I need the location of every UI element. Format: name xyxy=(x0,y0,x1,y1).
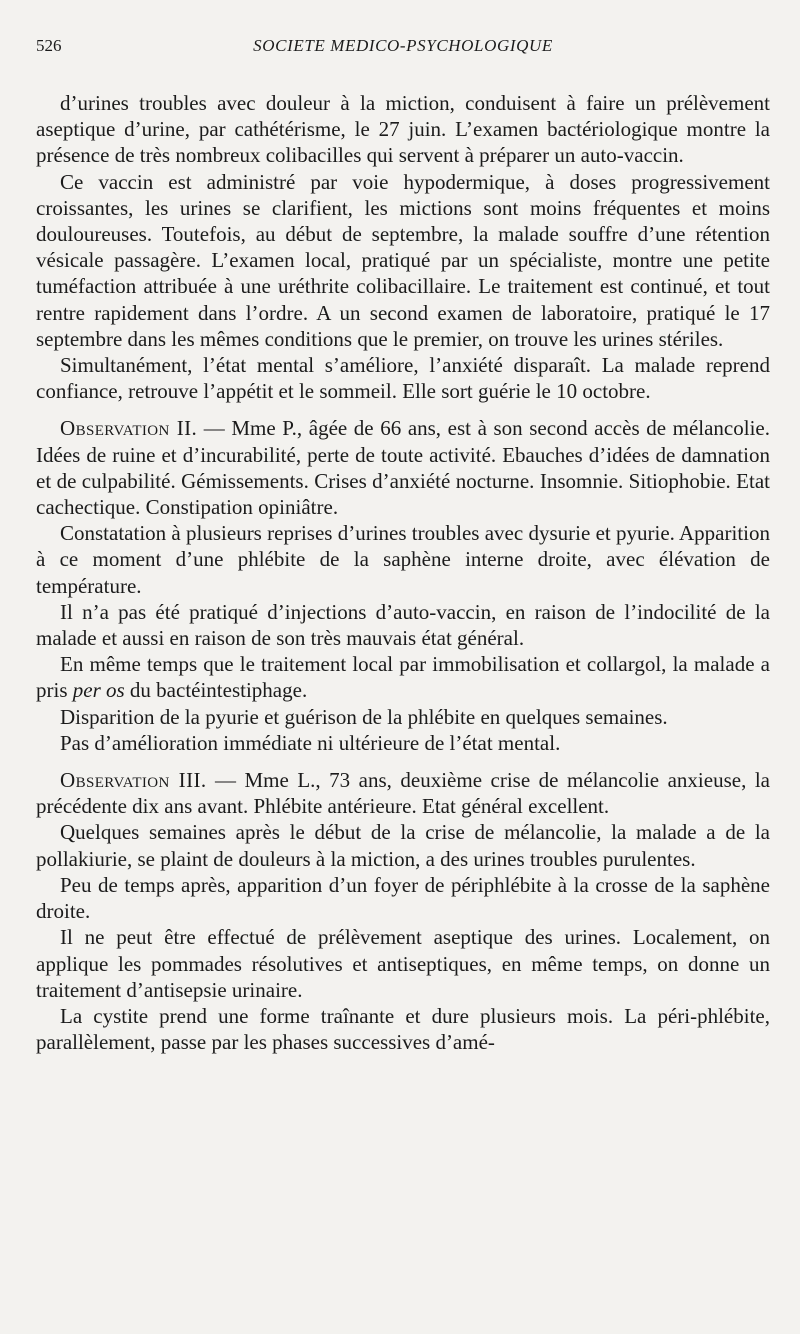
paragraph xyxy=(36,520,770,599)
paragraph-text: Il n’a pas été pratiqué d’injections d’auto-vaccin, en raison de l’indocilité de la malade et aussi en raison de son très mauvais état général. xyxy=(36,599,770,651)
paragraph xyxy=(36,651,770,703)
body-text xyxy=(36,90,770,1055)
paragraph-text: La cystite prend une forme traînante et dure plusieurs mois. La péri-phlébite, parallèlement, passe par les phases successives d’amé- xyxy=(36,1003,770,1055)
paragraph-text-before: En même temps que le traitement local par immobilisation et collargol, la malade a pris xyxy=(36,652,770,703)
paragraph xyxy=(36,704,770,730)
observation-label: Observation III. xyxy=(60,768,207,793)
paragraph-text: — Mme L., 73 ans, deuxième crise de mélancolie anxieuse, la précédente dix ans avant. Phlébite antérieure. Etat général excellent. xyxy=(36,768,770,819)
journal-title: SOCIETE MEDICO-PSYCHOLOGIQUE xyxy=(253,36,553,55)
paragraph-text: Ce vaccin est administré par voie hypodermique, à doses progressivement croissantes, les urines se clarifient, les mictions sont moins fréquentes et moins douloureuses. Toutefois, au début de septembre, la malade souffre d’une rétention vésicale passagère. L’examen local, pratiqué par un spécialiste, montre une petite tuméfaction attribuée à une uréthrite colibacillaire. Le traitement est continué, et tout rentre rapidement dans l’ordre. A un second examen de laboratoire, pratiqué le 17 septembre dans les mêmes conditions que le premier, on trouve les urines stériles. xyxy=(36,169,770,351)
paragraph xyxy=(36,352,770,404)
page-number: 526 xyxy=(36,36,62,55)
paragraph xyxy=(36,1003,770,1055)
paragraph-text: Disparition de la pyurie et guérison de la phlébite en quelques semaines. xyxy=(60,704,668,729)
paragraph-text: Constatation à plusieurs reprises d’urines troubles avec dysurie et pyurie. Apparition à ce moment d’une phlébite de la saphène interne droite, avec élévation de température. xyxy=(36,521,770,598)
paragraph xyxy=(36,730,770,756)
paragraph xyxy=(36,599,770,651)
paragraph-text-after: du bactéintestiphage. xyxy=(124,678,308,703)
running-header xyxy=(36,36,770,66)
paragraph-text: Peu de temps après, apparition d’un foyer de périphlébite à la crosse de la saphène droite. xyxy=(36,872,770,924)
paragraph-text: Simultanément, l’état mental s’améliore, l’anxiété disparaît. La malade reprend confiance, retrouve l’appétit et le sommeil. Elle sort guérie le 10 octobre. xyxy=(36,353,770,404)
paragraph xyxy=(36,90,770,169)
paragraph xyxy=(36,819,770,871)
paragraph-text: — Mme P., âgée de 66 ans, est à son second accès de mélancolie. Idées de ruine et d’incurabilité, perte de toute activité. Ebauches d’idées de damnation et de culpabilité. Gémissements. Crises d’anxiété nocturne. Insomnie. Sitiophobie. Etat cachectique. Constipation opiniâtre. xyxy=(36,416,770,520)
italic-phrase: per os xyxy=(72,678,125,703)
paragraph-text: d’urines troubles avec douleur à la miction, conduisent à faire un prélèvement aseptique d’urine, par cathétérisme, le 27 juin. L’examen bactériologique montre la présence de très nombreux colibacilles qui servent à préparer un auto-vaccin. xyxy=(36,91,770,168)
paragraph xyxy=(36,872,770,924)
paragraph-text: Quelques semaines après le début de la crise de mélancolie, la malade a de la pollakiurie, se plaint de douleurs à la miction, a des urines troubles purulentes. xyxy=(36,820,770,871)
paragraph xyxy=(36,169,770,352)
observation-paragraph xyxy=(36,415,770,520)
paragraph-text: Il ne peut être effectué de prélèvement aseptique des urines. Localement, on applique les pommades résolutives et antiseptiques, en même temps, on donne un traitement d’antisepsie urinaire. xyxy=(36,925,770,1002)
observation-label: Observation II. xyxy=(60,416,198,441)
paragraph xyxy=(36,924,770,1003)
paragraph-text: Pas d’amélioration immédiate ni ultérieure de l’état mental. xyxy=(60,730,561,755)
observation-paragraph xyxy=(36,767,770,819)
